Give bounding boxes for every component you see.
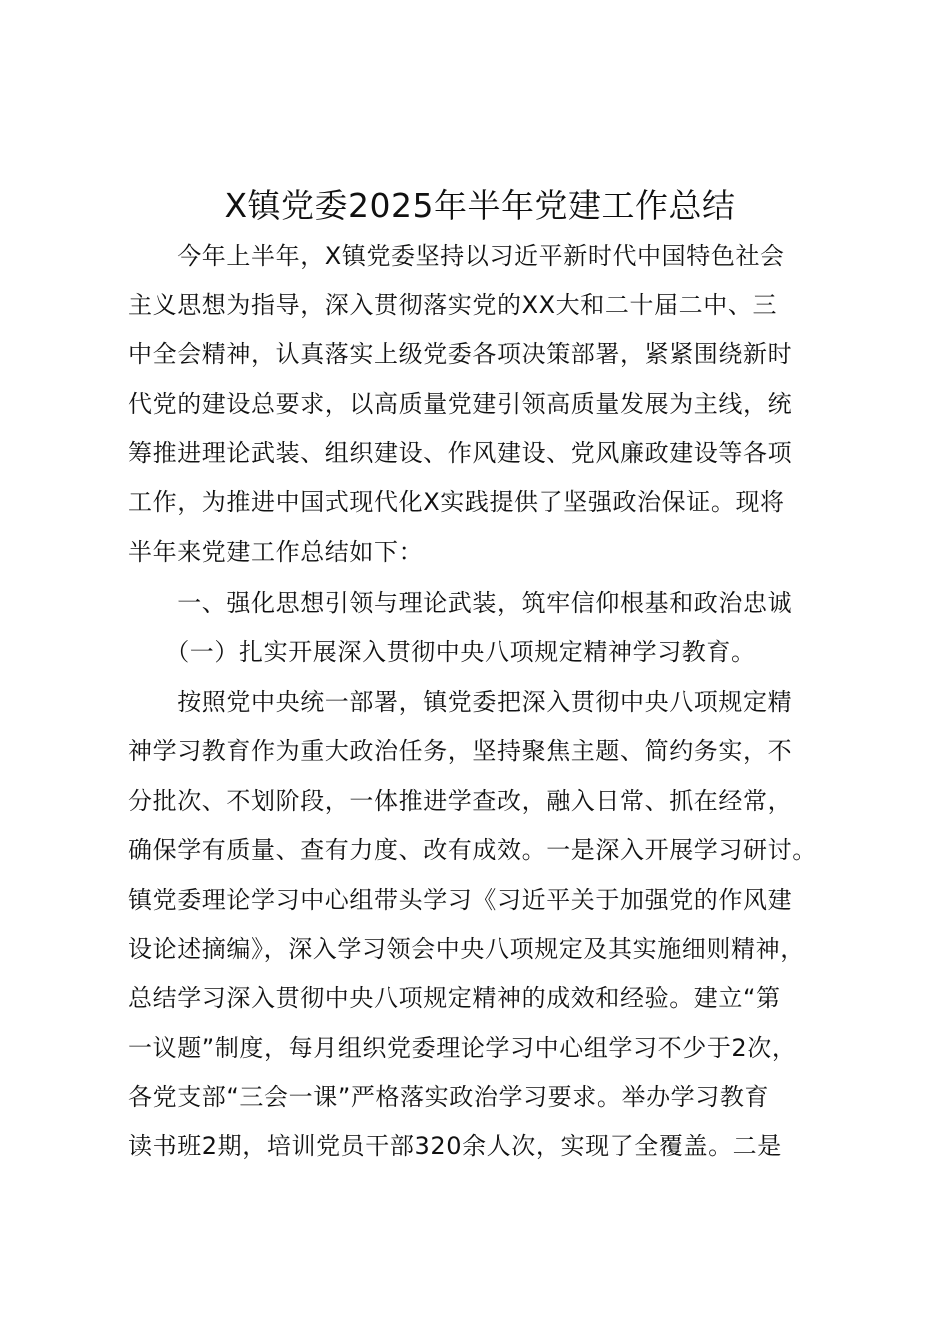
subsection-heading-1: （一）扎实开展深入贯彻中央八项规定精神学习教育。 xyxy=(128,638,756,666)
body-line-5: 筹推进理论武装、组织建设、作风建设、党风廉政建设等各项 xyxy=(128,439,793,467)
body-line-6: 工作，为推进中国式现代化X实践提供了坚强政治保证。现将 xyxy=(128,488,785,516)
body-line-17: 读书班2期，培训党员干部320余人次，实现了全覆盖。二是 xyxy=(128,1132,782,1160)
body-line-14: 总结学习深入贯彻中央八项规定精神的成效和经验。建立“第 xyxy=(128,984,781,1012)
body-line-8: 按照党中央统一部署，镇党委把深入贯彻中央八项规定精 xyxy=(128,688,793,716)
body-line-13: 设论述摘编》，深入学习领会中央八项规定及其实施细则精神， xyxy=(128,935,805,963)
body-line-2: 主义思想为指导，深入贯彻落实党的XX大和二十届二中、三 xyxy=(128,291,778,319)
body-line-1: 今年上半年，X镇党委坚持以习近平新时代中国特色社会 xyxy=(128,242,785,270)
body-line-15: 一议题”制度，每月组织党委理论学习中心组学习不少于2次， xyxy=(128,1034,797,1062)
document-title: X镇党委2025年半年党建工作总结 xyxy=(224,186,736,225)
body-line-10: 分批次、不划阶段，一体推进学查改，融入日常、抓在经常， xyxy=(128,787,793,815)
body-line-4: 代党的建设总要求，以高质量党建引领高质量发展为主线，统 xyxy=(128,390,793,418)
body-line-3: 中全会精神，认真落实上级党委各项决策部署，紧紧围绕新时 xyxy=(128,340,793,368)
body-line-9: 神学习教育作为重大政治任务，坚持聚焦主题、简约务实，不 xyxy=(128,737,793,765)
body-line-16: 各党支部“三会一课”严格落实政治学习要求。举办学习教育 xyxy=(128,1083,770,1111)
section-heading-1: 一、强化思想引领与理论武装，筑牢信仰根基和政治忠诚 xyxy=(128,589,793,617)
body-line-12: 镇党委理论学习中心组带头学习《习近平关于加强党的作风建 xyxy=(128,886,793,914)
body-line-11: 确保学有质量、查有力度、改有成效。一是深入开展学习研讨。 xyxy=(128,836,817,864)
body-line-7: 半年来党建工作总结如下： xyxy=(128,538,424,566)
